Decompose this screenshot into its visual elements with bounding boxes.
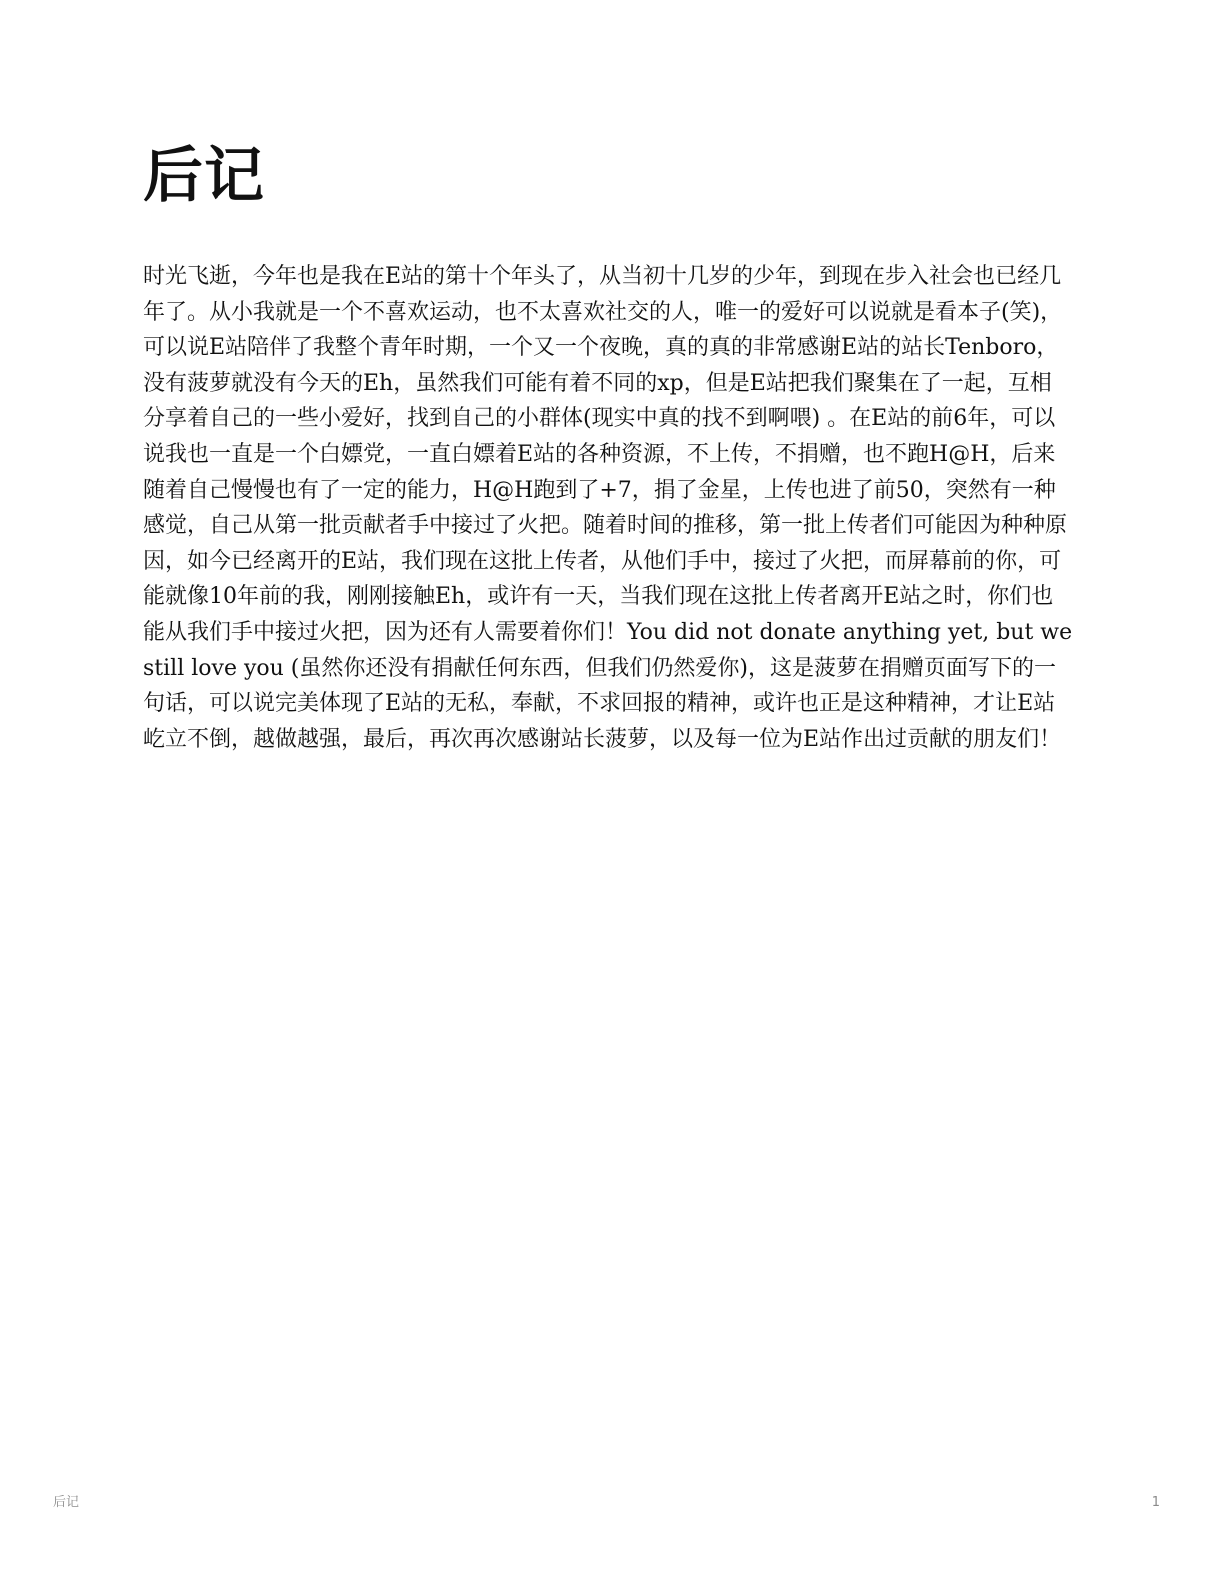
body-paragraph: 时光飞逝，今年也是我在E站的第十个年头了，从当初十几岁的少年，到现在步入社会也已经几年了。从小我就是一个不喜欢运动，也不太喜欢社交的人，唯一的爱好可以说就是看本子(笑)，可以说E站陪伴了我整个青年时期，一个又一个夜晚，真的真的非常感谢E站的站长Tenboro， 没有菠萝就没有今天的Eh，虽然我们可能有着不同的xp，但是E站把我们聚集在了一起，互相分享着自己的一些小爱好，找到自己的小群体(现实中真的找不到啊喂) 。在E站的前6年，可以说我也一直是一个白嫖党，一直白嫖着E站的各种资源，不上传，不捐赠，也不跑H@H，后来随着自己慢慢也有了一定的能力，H@H跑到了+7，捐了金星，上传也进了前50，突然有一种感觉，自己从第一批贡献者手中接过了火把。随着时间的推移，第一批上传者们可能因为种种原因，如今已经离开的E站，我们现在这批上传者，从他们手中，接过了火把，而屏幕前的你，可能就像10年前的我，刚刚接触Eh，或许有一天，当我们现在这批上传者离开E站之时，你们也能从我们手中接过火把，因为还有人需要着你们！You did not donate anything yet, but we still love you (虽然你还没有捐献任何东西，但我们仍然爱你)，这是菠萝在捐赠页面写下的一句话，可以说完美体现了E站的无私，奉献，不求回报的精神，或许也正是这种精神，才让E站屹立不倒，越做越强，最后，再次再次感谢站长菠萝，以及每一位为E站作出过贡献的朋友们！ [143, 264, 1073, 752]
page-title: 后记 [143, 141, 265, 211]
footer-section-label: 后记 [53, 1495, 80, 1510]
page-number: 1 [1151, 1495, 1160, 1510]
